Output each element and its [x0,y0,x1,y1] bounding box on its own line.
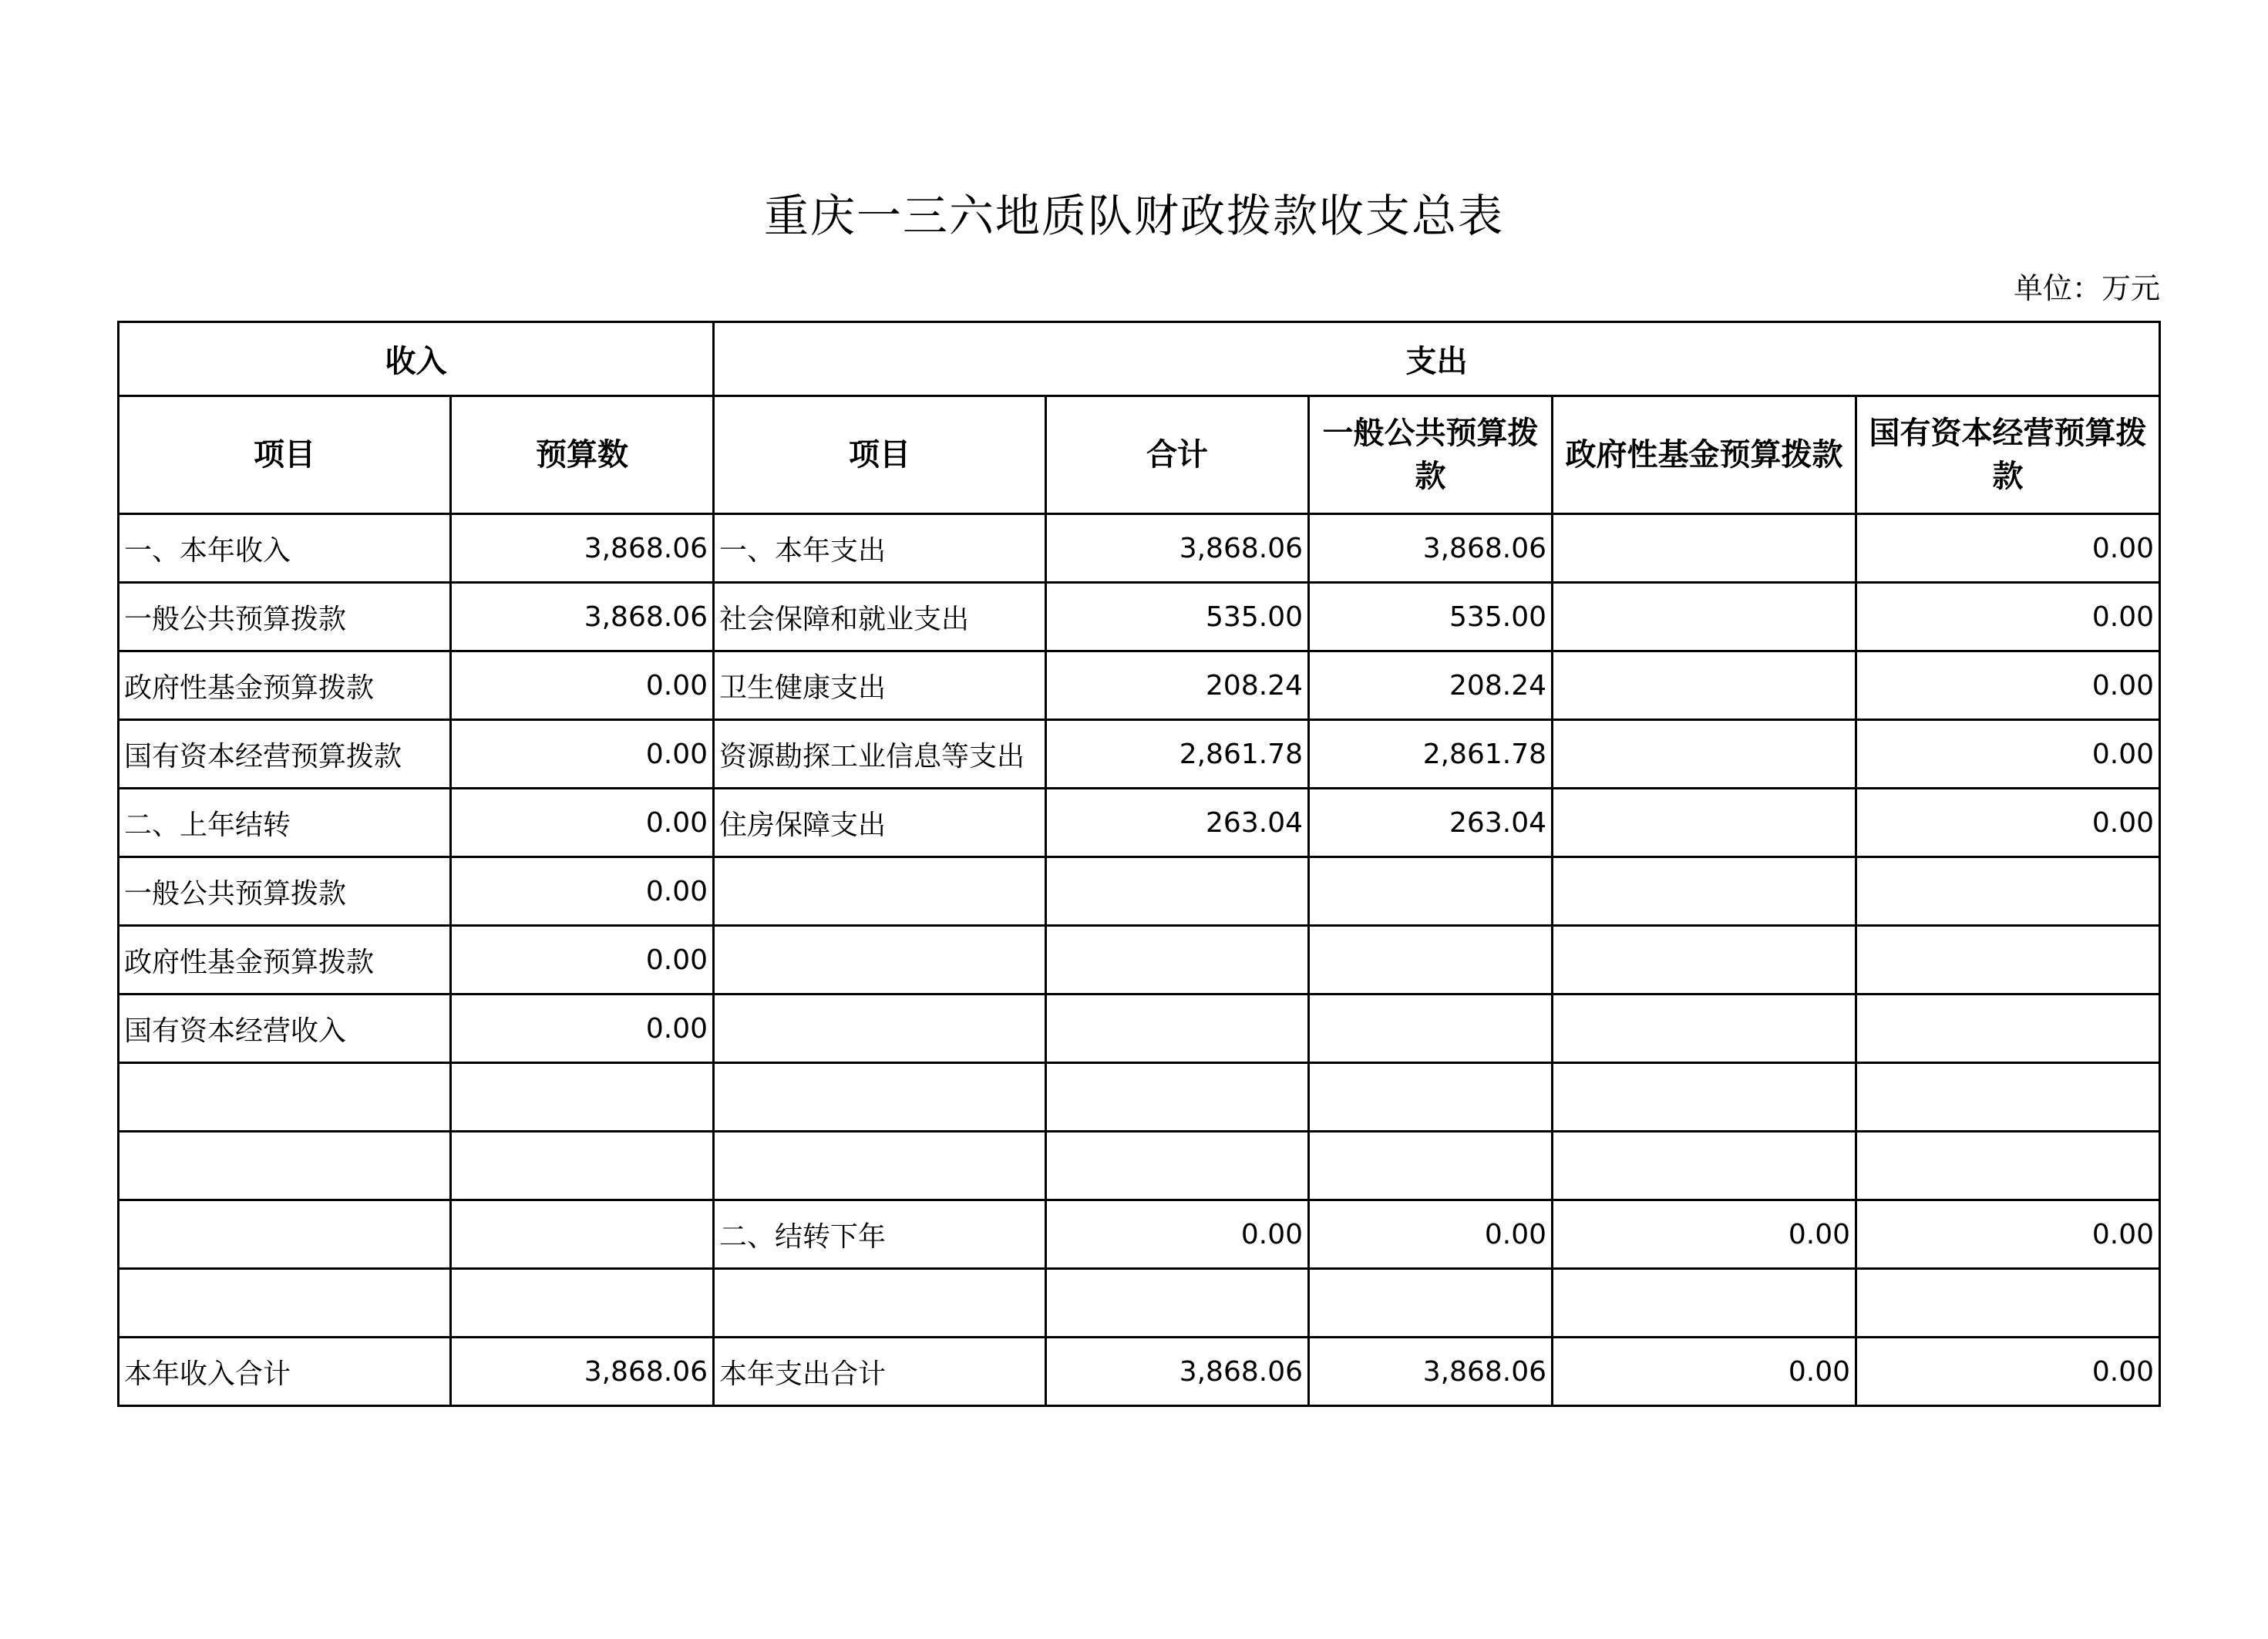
gov-fund-cell: 0.00 [1553,1200,1856,1269]
table-row [119,995,2160,1063]
header-row-group [119,322,2160,396]
income-value-cell: 0.00 [451,720,714,789]
income-item-cell [119,1063,451,1132]
general-budget-cell [1309,995,1553,1063]
state-capital-cell: 0.00 [1856,720,2160,789]
general-budget-cell: 3,868.06 [1309,1338,1553,1406]
table-row [119,651,2160,720]
expense-total-cell: 535.00 [1046,583,1309,651]
header-income: 收入 [119,322,714,396]
income-item-cell [119,1200,451,1269]
general-budget-cell: 263.04 [1309,789,1553,857]
income-value-cell: 0.00 [451,926,714,995]
expense-total-cell [1046,1132,1309,1200]
header-state-capital: 国有资本经营预算拨款 [1856,396,2160,514]
table-body [119,514,2160,1406]
general-budget-cell [1309,1063,1553,1132]
general-budget-cell [1309,926,1553,995]
expense-total-cell: 2,861.78 [1046,720,1309,789]
income-value-cell [451,1132,714,1200]
income-value-cell [451,1063,714,1132]
state-capital-cell: 0.00 [1856,789,2160,857]
income-item-cell: 国有资本经营收入 [119,995,451,1063]
table-row [119,583,2160,651]
gov-fund-cell: 0.00 [1553,1338,1856,1406]
table-row [119,926,2160,995]
table-row [119,1063,2160,1132]
expense-total-cell: 3,868.06 [1046,514,1309,583]
income-value-cell: 3,868.06 [451,1338,714,1406]
state-capital-cell: 0.00 [1856,583,2160,651]
table-row [119,1338,2160,1406]
table-row [119,857,2160,926]
general-budget-cell: 208.24 [1309,651,1553,720]
general-budget-cell [1309,1269,1553,1338]
income-value-cell: 0.00 [451,995,714,1063]
general-budget-cell: 2,861.78 [1309,720,1553,789]
expense-item-cell: 二、结转下年 [714,1200,1046,1269]
table-row [119,789,2160,857]
expense-item-cell: 住房保障支出 [714,789,1046,857]
expense-item-cell [714,1269,1046,1338]
expense-item-cell: 一、本年支出 [714,514,1046,583]
header-gov-fund: 政府性基金预算拨款 [1553,396,1856,514]
expense-total-cell: 3,868.06 [1046,1338,1309,1406]
income-item-cell: 国有资本经营预算拨款 [119,720,451,789]
expense-item-cell: 社会保障和就业支出 [714,583,1046,651]
income-item-cell: 政府性基金预算拨款 [119,651,451,720]
income-item-cell: 一般公共预算拨款 [119,857,451,926]
gov-fund-cell [1553,789,1856,857]
budget-table [117,321,2161,1407]
header-income-budget: 预算数 [451,396,714,514]
general-budget-cell [1309,1132,1553,1200]
income-value-cell: 3,868.06 [451,583,714,651]
state-capital-cell [1856,1269,2160,1338]
gov-fund-cell [1553,926,1856,995]
expense-item-cell: 资源勘探工业信息等支出 [714,720,1046,789]
state-capital-cell: 0.00 [1856,651,2160,720]
gov-fund-cell [1553,1132,1856,1200]
state-capital-cell [1856,1063,2160,1132]
income-value-cell: 0.00 [451,651,714,720]
gov-fund-cell [1553,583,1856,651]
table-row [119,720,2160,789]
expense-total-cell [1046,857,1309,926]
table-row [119,514,2160,583]
table-row [119,1132,2160,1200]
expense-total-cell [1046,995,1309,1063]
table-row [119,1269,2160,1338]
expense-item-cell [714,995,1046,1063]
expense-item-cell: 卫生健康支出 [714,651,1046,720]
general-budget-cell: 0.00 [1309,1200,1553,1269]
income-value-cell: 0.00 [451,857,714,926]
expense-total-cell [1046,926,1309,995]
income-item-cell: 一般公共预算拨款 [119,583,451,651]
expense-item-cell [714,857,1046,926]
gov-fund-cell [1553,1269,1856,1338]
income-value-cell: 0.00 [451,789,714,857]
header-expense: 支出 [714,322,2160,396]
state-capital-cell: 0.00 [1856,1200,2160,1269]
income-item-cell: 本年收入合计 [119,1338,451,1406]
gov-fund-cell [1553,857,1856,926]
income-value-cell: 3,868.06 [451,514,714,583]
expense-total-cell: 208.24 [1046,651,1309,720]
header-expense-item: 项目 [714,396,1046,514]
gov-fund-cell [1553,1063,1856,1132]
income-item-cell [119,1269,451,1338]
income-item-cell: 二、上年结转 [119,789,451,857]
expense-total-cell [1046,1269,1309,1338]
header-general-budget: 一般公共预算拨款 [1309,396,1553,514]
header-total: 合计 [1046,396,1309,514]
page-title: 重庆一三六地质队财政拨款收支总表 [763,190,1504,242]
expense-total-cell [1046,1063,1309,1132]
income-item-cell: 一、本年收入 [119,514,451,583]
header-row-columns [119,396,2160,514]
income-item-cell [119,1132,451,1200]
state-capital-cell [1856,857,2160,926]
expense-item-cell [714,926,1046,995]
income-value-cell [451,1200,714,1269]
state-capital-cell [1856,1132,2160,1200]
expense-item-cell [714,1132,1046,1200]
income-item-cell: 政府性基金预算拨款 [119,926,451,995]
state-capital-cell [1856,926,2160,995]
gov-fund-cell [1553,995,1856,1063]
expense-total-cell: 0.00 [1046,1200,1309,1269]
general-budget-cell: 3,868.06 [1309,514,1553,583]
expense-total-cell: 263.04 [1046,789,1309,857]
state-capital-cell: 0.00 [1856,514,2160,583]
unit-label: 单位：万元 [2013,271,2160,305]
table-row [119,1200,2160,1269]
state-capital-cell: 0.00 [1856,1338,2160,1406]
general-budget-cell: 535.00 [1309,583,1553,651]
header-income-item: 项目 [119,396,451,514]
gov-fund-cell [1553,514,1856,583]
income-value-cell [451,1269,714,1338]
state-capital-cell [1856,995,2160,1063]
general-budget-cell [1309,857,1553,926]
expense-item-cell: 本年支出合计 [714,1338,1046,1406]
gov-fund-cell [1553,720,1856,789]
expense-item-cell [714,1063,1046,1132]
gov-fund-cell [1553,651,1856,720]
